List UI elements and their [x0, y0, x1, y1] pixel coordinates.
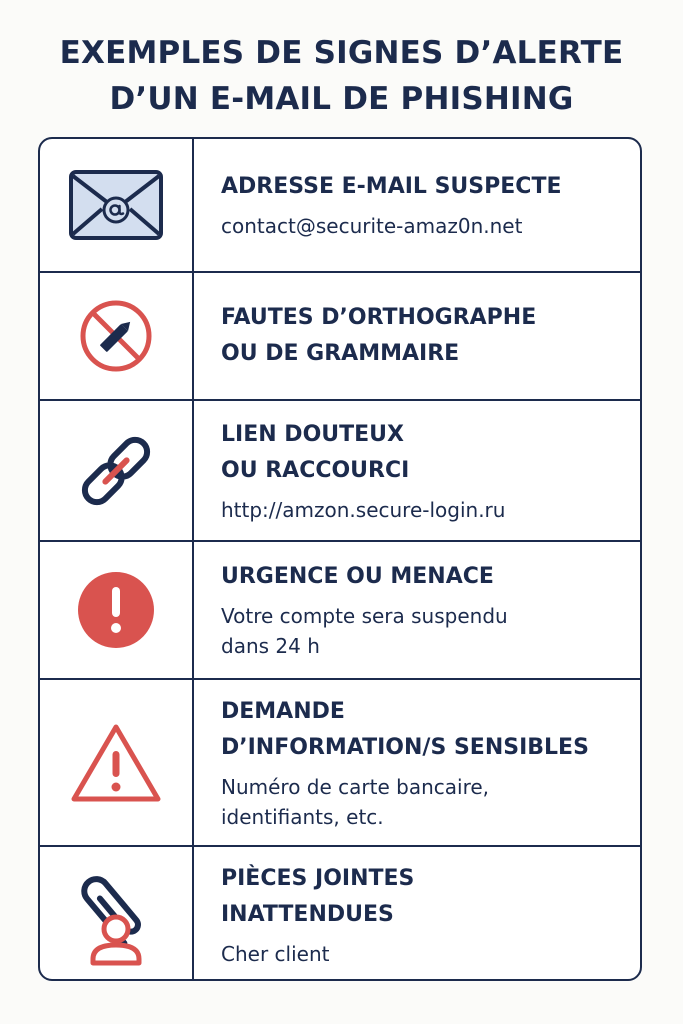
- chain-link-icon: [71, 426, 161, 516]
- row-urgency-threat: [40, 540, 640, 678]
- paperclip-user-icon: [71, 863, 161, 967]
- item-heading: DEMANDE D’INFORMATION/S SENSIBLES: [221, 698, 589, 760]
- row-suspicious-address: [40, 139, 640, 271]
- item-detail: Cher client: [221, 942, 330, 966]
- prohibited-pencil-icon: [76, 296, 156, 376]
- item-detail: Numéro de carte bancaire, identifiants, etc.: [221, 774, 490, 829]
- item-heading: ADRESSE E-MAIL SUSPECTE: [221, 174, 562, 199]
- row-sensitive-info: [40, 678, 640, 845]
- item-detail: Votre compte sera suspendu dans 24 h: [221, 604, 508, 658]
- title-line-2: D’UN E-MAIL DE PHISHING: [109, 81, 574, 117]
- exclamation-circle-icon: [76, 570, 156, 650]
- item-heading: LIEN DOUTEUX OU RACCOURCI: [221, 421, 410, 483]
- item-detail: http://amzon.secure-login.ru: [221, 497, 506, 522]
- item-heading: PIÈCES JOINTES INATTENDUES: [221, 866, 415, 927]
- row-spelling-errors: [40, 271, 640, 399]
- warning-signs-table: [38, 137, 642, 981]
- row-suspicious-link: [40, 399, 640, 540]
- envelope-at-icon: [68, 169, 164, 241]
- item-detail: contact@securite-amaz0n.net: [221, 214, 523, 238]
- warning-triangle-icon: [69, 721, 163, 805]
- item-heading: URGENCE OU MENACE: [221, 564, 494, 589]
- page-title: [0, 30, 683, 122]
- item-heading: FAUTES D’ORTHOGRAPHE OU DE GRAMMAIRE: [221, 305, 537, 366]
- row-unexpected-attachments: [40, 845, 640, 981]
- title-line-1: EXEMPLES DE SIGNES D’ALERTE: [59, 35, 624, 71]
